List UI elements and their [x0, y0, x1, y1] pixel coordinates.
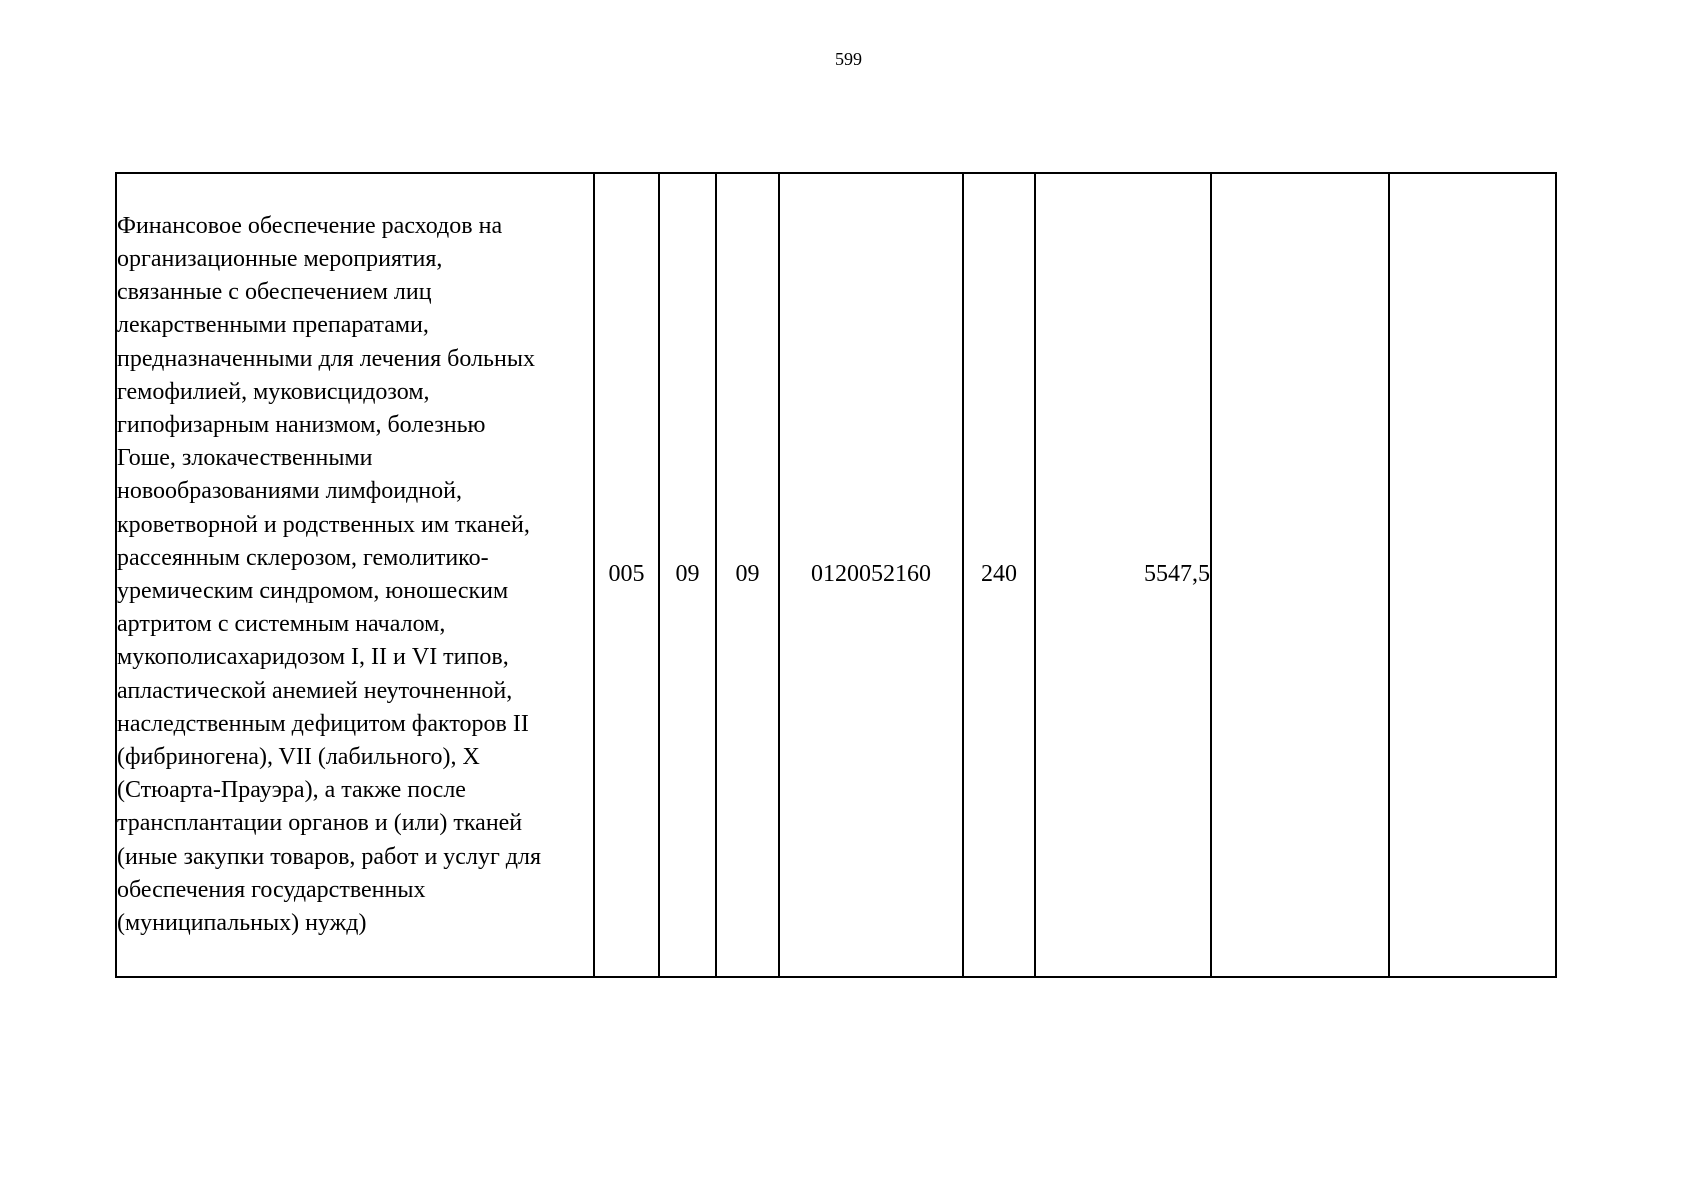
subsection-cell: 09	[716, 173, 779, 977]
expense-type-cell: 240	[963, 173, 1035, 977]
amount-3-cell	[1389, 173, 1556, 977]
table-row	[116, 173, 1556, 977]
budget-table	[115, 172, 1557, 978]
ministry-code-cell: 005	[594, 173, 659, 977]
description-cell	[116, 173, 594, 977]
page-number: 599	[835, 49, 862, 69]
amount-2-cell	[1211, 173, 1389, 977]
section-cell: 09	[659, 173, 716, 977]
description-text: Финансовое обеспечение расходов на организационные мероприятия, связанные с обеспечением лиц лекарственными препаратами, предназначенными для лечения больных гемофилией, муковисцидозом, гипофизарным нанизмом, болезнью Гоше, злокачественными новообразованиями лимфоидной, кроветворной и родственных им тканей, рассеянным склерозом, гемолитико- уремическим синдромом, юношеским артритом с системным началом, мукополисахаридозом I, II и VI типов, апластической анемией неуточненной, наследственным дефицитом факторов II (фибриногена), VII (лабильного), X (Стюарта-Прауэра), а также после трансплантации органов и (или) тканей (иные закупки товаров, работ и услуг для обеспечения государственных (муниципальных) нужд)	[117, 212, 542, 937]
amount-cell: 5547,5	[1035, 173, 1211, 977]
target-article-cell: 0120052160	[779, 173, 963, 977]
